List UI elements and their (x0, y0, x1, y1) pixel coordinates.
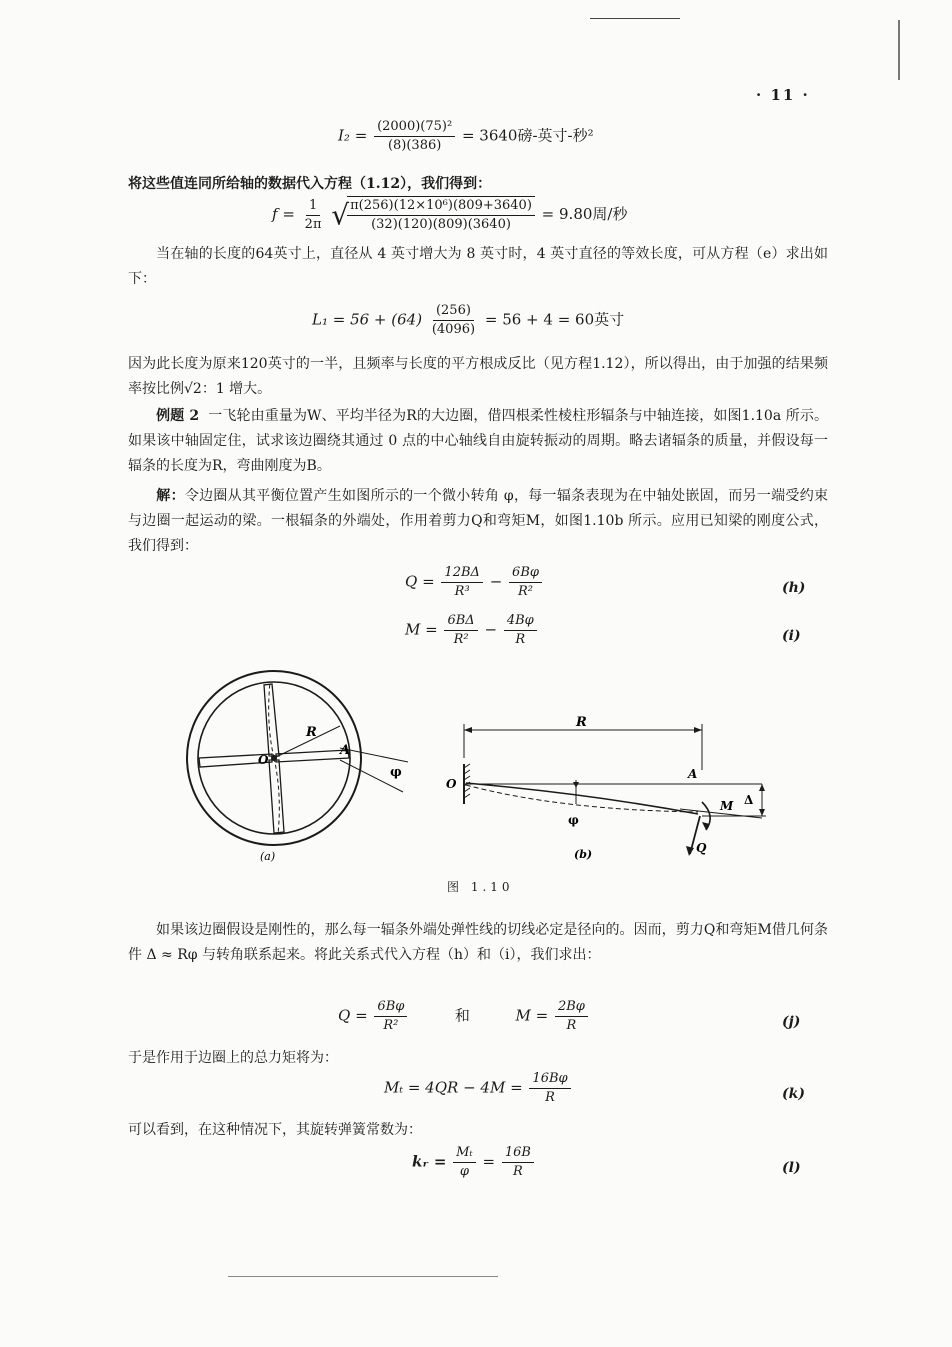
phi-arrow (573, 782, 579, 788)
label-A: A (340, 743, 351, 758)
equation-l: kᵣ = $\frac{\text{Mₜ}}{\varphi}$ = $\frac{16B}{R}$ (412, 1144, 536, 1181)
delta-arrow-top (759, 784, 765, 791)
figure-caption: 图 1.10 (447, 880, 514, 894)
scan-edge-right (898, 20, 900, 80)
para-solution: 解：令边圈从其平衡位置产生如图所示的一个微小转角 φ，每一辐条表现为在中轴处嵌固，而另一端受约束与边圈一起运动的梁。一根辐条的外端处，作用着剪力Q和弯矩M，如图1.10b 所示。应用已知梁的刚度公式，我们得到： (128, 488, 828, 554)
equation-j: Q = $\frac{6B\varphi}{\text{R²}}$ 和 M = $\frac{2B\varphi}{R}$ (338, 998, 590, 1035)
solution-label: 解： (156, 488, 185, 504)
label-R-b: R (576, 715, 587, 730)
arrow-left (464, 727, 472, 733)
para-substitute: 将这些值连同所给轴的数据代入方程（1.12），我们得到： (128, 176, 492, 192)
figure-flywheel (178, 664, 428, 869)
shear-arrowhead (686, 846, 694, 856)
equation-h: Q = $\frac{12B\Delta}{\text{R³}}$ − $\frac{6B\varphi}{\text{R²}}$ (405, 564, 544, 601)
para-total: 于是作用于边圈上的总力矩将为： (128, 1050, 338, 1066)
equation-I2: I₂ = $\frac{\text{(2000)(75)²}}{(8)(386)}$ = 3640磅-英寸-秒² (338, 119, 594, 153)
label-delta: Δ (744, 793, 754, 807)
example-label: 例题 2 (156, 408, 200, 424)
delta-arrow-bottom (759, 809, 765, 816)
equation-f: f = $\frac{1}{2\pi}$ √ $\frac{\text{π(256)(12×10⁶)(809+3640)}}{(32)(120)(809)(3640)}$ = 9.80周/秒 (272, 197, 628, 232)
label-R: R (306, 725, 317, 740)
equation-number-h: (h) (782, 580, 806, 596)
label-Q: Q (696, 841, 707, 855)
equation-k: Mₜ = 4QR − 4M = $\frac{16B\varphi}{R}$ (384, 1070, 573, 1107)
label-O: O (258, 753, 269, 767)
deflected-spoke (274, 758, 279, 834)
deflected-beam (466, 783, 698, 814)
para-example: 例题 2 一飞轮由重量为W、平均半径为R的大边圈，借四根柔性棱柱形辐条与中轴连接，如图1.10a 所示。如果该中轴固定住，试求该边圈绕其通过 0 点的中心轴线自由旋转振动的周期。略去诸辐条的质量，并假设每一辐条的长度为R，弯曲刚度为B。 (128, 408, 828, 474)
hub (271, 755, 277, 761)
label-phi-b: φ (568, 813, 579, 827)
subfigure-a: (a) (260, 850, 276, 863)
spoke-up (264, 684, 279, 756)
para-spring: 可以看到，在这种情况下，其旋转弹簧常数为： (128, 1122, 422, 1138)
equation-number-k: (k) (782, 1086, 805, 1102)
scan-edge-top (590, 18, 680, 19)
para-length: 当在轴的长度的64英寸上，直径从 4 英寸增大为 8 英寸时，4 英寸直径的等效长度，可从方程（e）求出如下： (128, 246, 828, 287)
page-number: · 11 · (756, 86, 810, 104)
subfigure-b: (b) (574, 848, 593, 861)
arrow-right (694, 727, 702, 733)
figure-cantilever (440, 706, 780, 866)
equation-number-j: (j) (782, 1014, 801, 1030)
equation-number-l: (l) (782, 1160, 801, 1176)
para-half: 因为此长度为原来120英寸的一半，且频率与长度的平方根成反比（见方程1.12），所以得出，由于加强的结果频率按比例√2：1 增大。 (128, 356, 828, 397)
label-O-b: O (446, 777, 457, 791)
equation-number-i: (i) (782, 628, 801, 644)
equation-L1: L₁ = 56 + (64) $\frac{(256)}{(4096)}$ = 56 + 4 = 60英寸 (312, 303, 625, 337)
equation-i: M = $\frac{6B\Delta}{\text{R²}}$ − $\frac{4B\varphi}{R}$ (405, 612, 539, 649)
scan-edge-bottom (228, 1276, 498, 1277)
spoke-down (269, 760, 284, 833)
para-rigid: 如果该边圈假设是刚性的，那么每一辐条外端处弹性线的切线必定是径向的。因而，剪力Q和弯矩M借几何条件 Δ ≈ Rφ 与转角联系起来。将此关系式代入方程（h）和（i），我们求出： (128, 922, 828, 963)
label-phi: φ (390, 765, 402, 780)
label-M: M (720, 799, 734, 813)
label-A-b: A (688, 767, 698, 781)
